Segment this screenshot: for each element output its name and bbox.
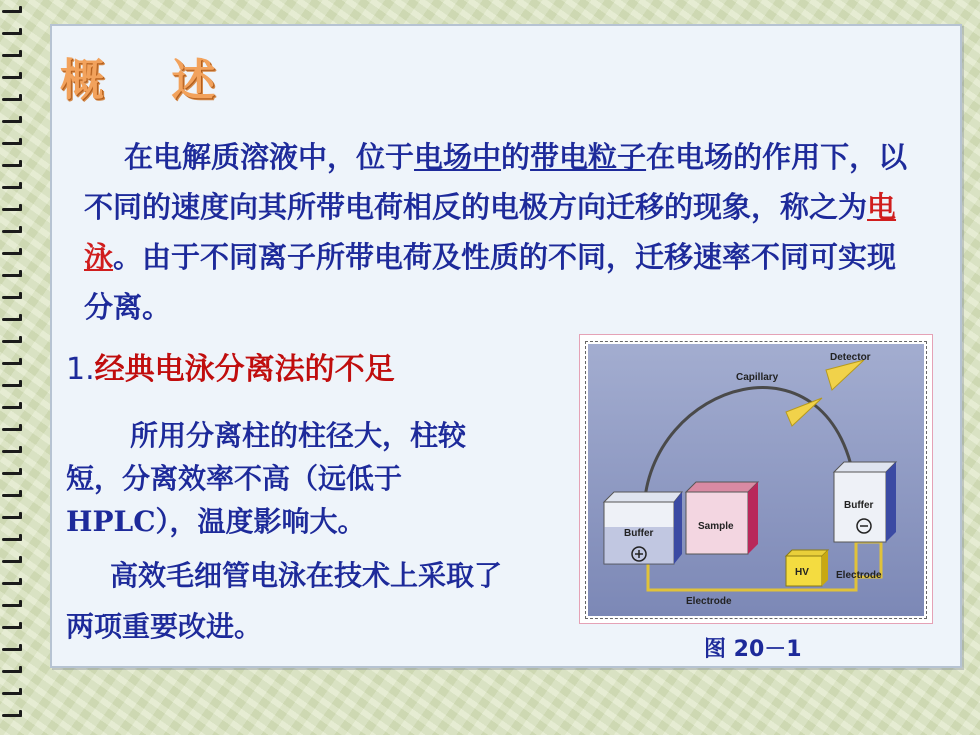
binding-ring-hook: [19, 160, 22, 167]
binding-ring-hook: [19, 94, 22, 101]
binding-ring: [2, 668, 26, 674]
sample-top: [686, 482, 758, 492]
label-electrode-bottom: Electrode: [686, 596, 732, 607]
binding-ring: [2, 228, 26, 234]
section-heading: [66, 344, 395, 388]
binding-ring-hook: [19, 358, 22, 365]
intro-text-4: 。由于不同离子所带电荷及性质的不同，迁移速率不同可实现分离。: [84, 240, 897, 324]
binding-ring: [2, 426, 26, 432]
binding-ring: [2, 690, 26, 696]
binding-ring-hook: [19, 688, 22, 695]
intro-text-2: 的: [501, 140, 531, 174]
term-electric-field: 电场中: [414, 140, 502, 174]
binding-ring: [2, 492, 26, 498]
binding-ring: [2, 646, 26, 652]
binding-ring-hook: [19, 622, 22, 629]
binding-ring-hook: [19, 270, 22, 277]
binding-ring: [2, 448, 26, 454]
binding-ring: [2, 624, 26, 630]
binding-ring: [2, 316, 26, 322]
binding-ring: [2, 514, 26, 520]
binding-ring-hook: [19, 116, 22, 123]
label-buffer-left: Buffer: [624, 528, 654, 539]
binding-ring: [2, 360, 26, 366]
binding-ring: [2, 52, 26, 58]
binding-ring-hook: [19, 490, 22, 497]
hv-side: [822, 550, 828, 586]
binding-ring: [2, 272, 26, 278]
binding-ring-hook: [19, 28, 22, 35]
improvements-paragraph: 高效毛细管电泳在技术上采取了两项重要改进。: [66, 559, 503, 643]
term-electrophoresis: 电泳: [84, 190, 897, 274]
binding-ring-hook: [19, 138, 22, 145]
binding-ring: [2, 580, 26, 586]
binding-ring: [2, 294, 26, 300]
buffer-right-top: [834, 462, 896, 472]
binding-ring: [2, 404, 26, 410]
binding-ring-hook: [19, 204, 22, 211]
figure-diagram: [586, 342, 926, 618]
binding-ring: [2, 206, 26, 212]
binding-ring: [2, 558, 26, 564]
intro-text-1: 在电解质溶液中，位于: [124, 140, 415, 174]
binding-ring: [2, 602, 26, 608]
label-electrode-right: Electrode: [836, 570, 882, 581]
binding-ring-hook: [19, 600, 22, 607]
binding-ring: [2, 250, 26, 256]
binding-ring-hook: [19, 666, 22, 673]
label-detector: Detector: [830, 352, 871, 363]
buffer-right-side: [886, 462, 896, 542]
figure-caption: 图 20－1: [704, 637, 802, 662]
binding-ring-hook: [19, 556, 22, 563]
binding-ring-hook: [19, 468, 22, 475]
binding-ring: [2, 184, 26, 190]
binding-ring-hook: [19, 644, 22, 651]
binding-ring: [2, 712, 26, 718]
binding-ring-hook: [19, 424, 22, 431]
section-number: 1.: [66, 352, 95, 387]
spiral-binding: [0, 0, 36, 735]
binding-ring-hook: [19, 50, 22, 57]
label-sample: Sample: [698, 521, 734, 532]
binding-ring: [2, 74, 26, 80]
binding-ring: [2, 140, 26, 146]
binding-ring: [2, 96, 26, 102]
figure-capillary-electrophoresis: [579, 334, 933, 624]
section-title: 经典电泳分离法的不足: [94, 352, 395, 387]
binding-ring: [2, 382, 26, 388]
label-capillary: Capillary: [736, 372, 779, 383]
buffer-left-side: [674, 492, 682, 564]
binding-ring-hook: [19, 314, 22, 321]
binding-ring-hook: [19, 182, 22, 189]
binding-ring: [2, 536, 26, 542]
binding-ring-hook: [19, 578, 22, 585]
shortcomings-paragraph: 所用分离柱的柱径大，柱较短，分离效率不高（远低于HPLC），温度影响大。: [66, 419, 467, 538]
label-hv: HV: [795, 567, 809, 578]
binding-ring-hook: [19, 710, 22, 717]
figure-inner-frame: [585, 341, 927, 619]
binding-ring-hook: [19, 512, 22, 519]
binding-ring: [2, 470, 26, 476]
buffer-left-top: [604, 492, 682, 502]
binding-ring-hook: [19, 248, 22, 255]
binding-ring-hook: [19, 534, 22, 541]
term-charged-particles: 带电粒子: [530, 140, 647, 174]
binding-ring-hook: [19, 226, 22, 233]
intro-paragraph: [84, 132, 920, 332]
binding-ring: [2, 162, 26, 168]
binding-ring: [2, 338, 26, 344]
binding-ring-hook: [19, 402, 22, 409]
binding-ring-hook: [19, 6, 22, 13]
binding-ring: [2, 8, 26, 14]
hv-top: [786, 550, 828, 556]
binding-ring-hook: [19, 72, 22, 79]
binding-ring-hook: [19, 292, 22, 299]
binding-ring-hook: [19, 380, 22, 387]
slide-title: 概 述: [60, 55, 242, 106]
binding-ring: [2, 30, 26, 36]
intro-text-3: 在电场的作用下，以不同的速度向其所带电荷相反的电极方向迁移的现象，称之为: [84, 140, 908, 224]
sample-side: [748, 482, 758, 554]
binding-ring-hook: [19, 336, 22, 343]
binding-ring: [2, 118, 26, 124]
label-buffer-right: Buffer: [844, 500, 874, 511]
binding-ring-hook: [19, 446, 22, 453]
